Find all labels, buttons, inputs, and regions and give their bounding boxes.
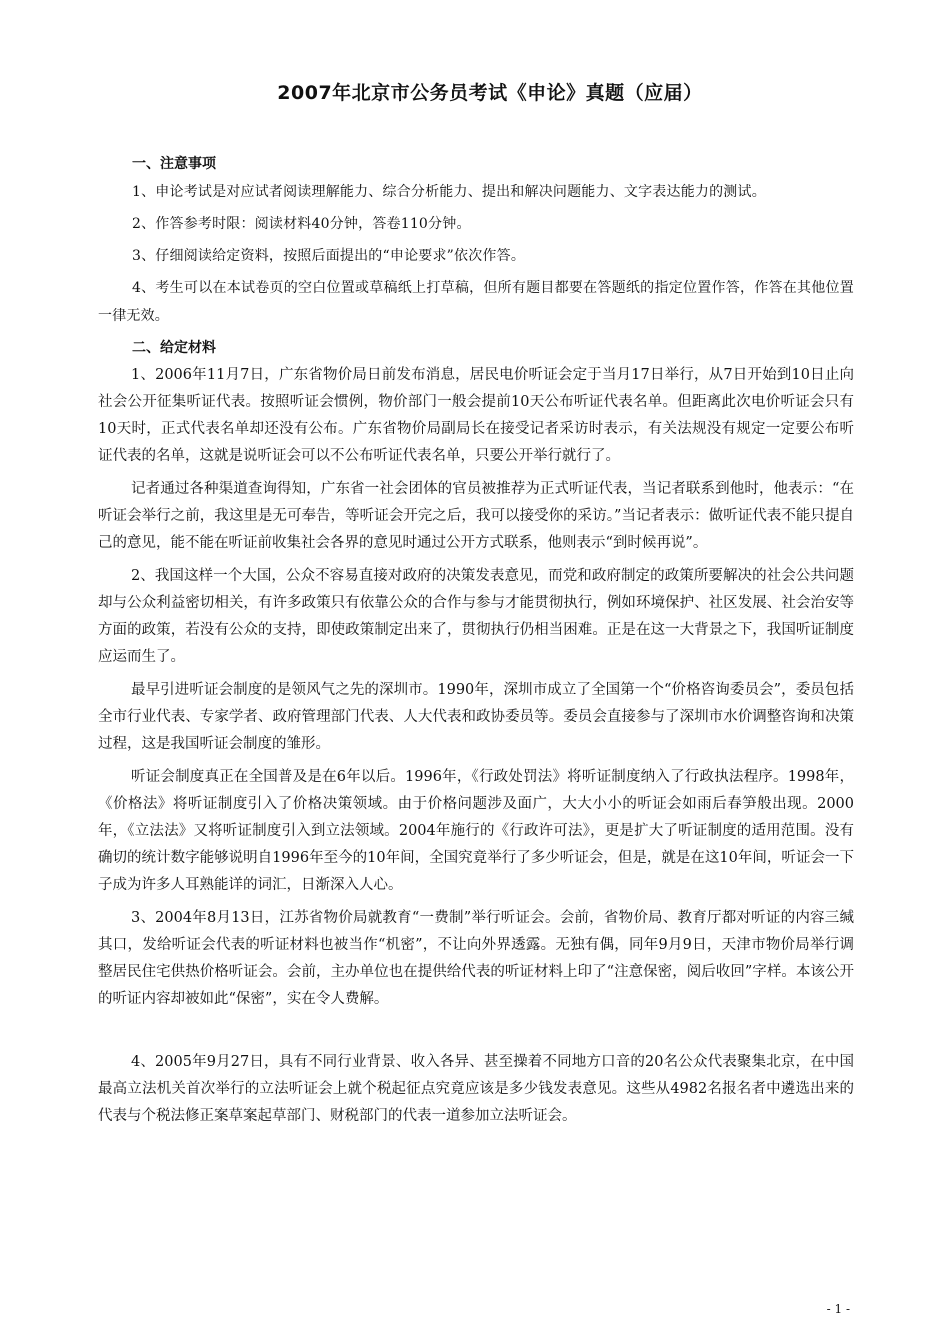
note-item-2: 2、作答参考时限：阅读材料40分钟，答卷110分钟。 [132, 216, 471, 232]
material-paragraph-2: 记者通过各种渠道查询得知，广东省一社会团体的官员被推荐为正式听证代表，当记者联系到他时，他表示：“在听证会举行之前，我这里是无可奉告，等听证会开完之后，我可以接受你的采访。”当记者表示：做听证代表不能只提自己的意见，能不能在听证前收集社会各界的意见时通过公开方式联系，他则表示“到时候再说”。 [98, 481, 854, 551]
note-item-1: 1、申论考试是对应试者阅读理解能力、综合分析能力、提出和解决问题能力、文字表达能力的测试。 [132, 184, 766, 200]
material-paragraph-1: 1、2006年11月7日，广东省物价局日前发布消息，居民电价听证会定于当月17日举行，从7日开始到10日止向社会公开征集听证代表。按照听证会惯例，物价部门一般会提前10天公布听证代表名单。但距离此次电价听证会只有10天时，正式代表名单却还没有公布。广东省物价局副局长在接受记者采访时表示，有关法规没有规定一定要公布听证代表的名单，这就是说听证会可以不公布听证代表名单，只要公开举行就行了。 [98, 367, 854, 464]
note-item-3: 3、仔细阅读给定资料，按照后面提出的“申论要求”依次作答。 [132, 248, 526, 264]
page-number: - 1 - [826, 1302, 850, 1316]
material-paragraph-5: 听证会制度真正在全国普及是在6年以后。1996年，《行政处罚法》将听证制度纳入了行政执法程序。1998年，《价格法》将听证制度引入了价格决策领域。由于价格问题涉及面广，大大小小的听证会如雨后春笋般出现。2000年，《立法法》又将听证制度引入到立法领域。2004年施行的《行政许可法》，更是扩大了听证制度的适用范围。没有确切的统计数字能够说明自1996年至今的10年间，全国究竟举行了多少听证会，但是，就是在这10年间，听证会一下子成为许多人耳熟能详的词汇，日渐深入人心。 [98, 769, 854, 893]
section-heading-notes: 一、注意事项 [132, 156, 216, 172]
document-title: 2007年北京市公务员考试《申论》真题（应届） [277, 82, 703, 104]
note-item-4: 4、考生可以在本试卷页的空白位置或草稿纸上打草稿，但所有题目都要在答题纸的指定位置作答，作答在其他位置一律无效。 [98, 280, 854, 324]
paragraph-spacer [98, 1019, 854, 1049]
material-paragraph-6: 3、2004年8月13日，江苏省物价局就教育“一费制”举行听证会。会前，省物价局、教育厅都对听证的内容三缄其口，发给听证会代表的听证材料也被当作“机密”，不让向外界透露。无独有偶，同年9月9日，天津市物价局举行调整居民住宅供热价格听证会。会前，主办单位也在提供给代表的听证材料上印了“注意保密，阅后收回”字样。本该公开的听证内容却被如此“保密”，实在令人费解。 [98, 910, 854, 1007]
material-paragraph-7: 4、2005年9月27日，具有不同行业背景、收入各异、甚至操着不同地方口音的20名公众代表聚集北京，在中国最高立法机关首次举行的立法听证会上就个税起征点究竟应该是多少钱发表意见。这些从4982名报名者中遴选出来的代表与个税法修正案草案起草部门、财税部门的代表一道参加立法听证会。 [98, 1054, 854, 1124]
section-heading-materials: 二、给定材料 [132, 340, 216, 356]
material-paragraph-3: 2、我国这样一个大国，公众不容易直接对政府的决策发表意见，而党和政府制定的政策所要解决的社会公共问题却与公众利益密切相关，有许多政策只有依靠公众的合作与参与才能贯彻执行，例如环境保护、社区发展、社会治安等方面的政策，若没有公众的支持，即使政策制定出来了，贯彻执行仍相当困难。正是在这一大背景之下，我国听证制度应运而生了。 [98, 568, 854, 665]
document-body [98, 150, 854, 1136]
material-paragraph-4: 最早引进听证会制度的是领风气之先的深圳市。1990年，深圳市成立了全国第一个“价格咨询委员会”，委员包括全市行业代表、专家学者、政府管理部门代表、人大代表和政协委员等。委员会直接参与了深圳市水价调整咨询和决策过程，这是我国听证会制度的雏形。 [98, 682, 854, 752]
